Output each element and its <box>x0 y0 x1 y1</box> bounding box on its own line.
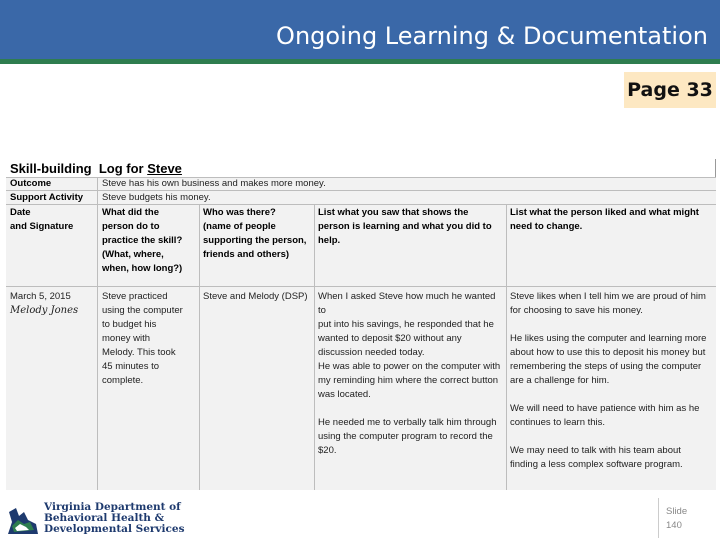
entry-who: Steve and Melody (DSP) <box>203 291 308 302</box>
support-activity-value: Steve budgets his money. <box>102 192 211 203</box>
column-header-date: Date and Signature <box>10 207 74 232</box>
entry-observed-paragraph: He needed me to verbally talk him through using the computer program to record the $20. <box>318 417 497 456</box>
column-header-observed: List what you saw that shows the person is learning and what you did to help. <box>318 207 492 246</box>
entry-observed-paragraph: When I asked Steve how much he wanted to put into his savings, he responded that he wanted to deposit $20 without any discussion needed today. <box>318 291 496 358</box>
column-header-liked: List what the person liked and what might need to change. <box>510 207 699 232</box>
logo-line: Virginia Department of <box>44 501 181 513</box>
slide-number <box>666 505 687 533</box>
column-divider <box>97 177 98 490</box>
header-stripe <box>0 59 720 64</box>
logo-line: Behavioral Health & <box>44 512 165 524</box>
row-divider <box>6 286 716 287</box>
slide-title: Ongoing Learning & Documentation <box>276 22 708 50</box>
entry-date: March 5, 2015 <box>10 291 71 302</box>
skill-log-table <box>6 177 716 490</box>
entry-observed-paragraph: He was able to power on the computer with my reminding him where the correct button was located. <box>318 361 501 400</box>
column-header-activity: What did the person do to practice the skill? (What, where, when, how long?) <box>102 207 183 274</box>
entry-activity: Steve practiced using the computer to budget his money with Melody. This took 45 minutes to complete. <box>102 291 183 386</box>
log-title-name: Steve <box>147 161 182 176</box>
slide-number-value: 140 <box>666 520 682 531</box>
entry-liked-paragraph: He likes using the computer and learning more about how to use this to deposit his money but remembering the steps of using the computer are a challenge for him. <box>510 333 707 386</box>
entry-signature: Melody Jones <box>10 305 79 316</box>
dbhds-logo-text <box>44 502 185 535</box>
outcome-value: Steve has his own business and makes more money. <box>102 178 326 189</box>
slide-label: Slide <box>666 506 688 517</box>
virginia-map-icon <box>6 500 40 536</box>
page-badge: Page 33 <box>624 72 716 108</box>
entry-liked-paragraph: We may need to talk with his team about finding a less complex software program. <box>510 445 683 470</box>
column-header-who: Who was there? (name of people supporting the person, friends and others) <box>203 207 307 260</box>
logo-line: Developmental Services <box>44 523 185 535</box>
support-activity-label: Support Activity <box>10 192 84 203</box>
log-title-prefix: Skill-building Log for <box>10 161 148 176</box>
entry-liked-paragraph: We will need to have patience with him as he continues to learn this. <box>510 403 700 428</box>
entry-liked-paragraph: Steve likes when I tell him we are proud of him for choosing to save his money. <box>510 291 706 316</box>
outcome-label: Outcome <box>10 178 52 189</box>
dbhds-logo <box>6 500 185 538</box>
